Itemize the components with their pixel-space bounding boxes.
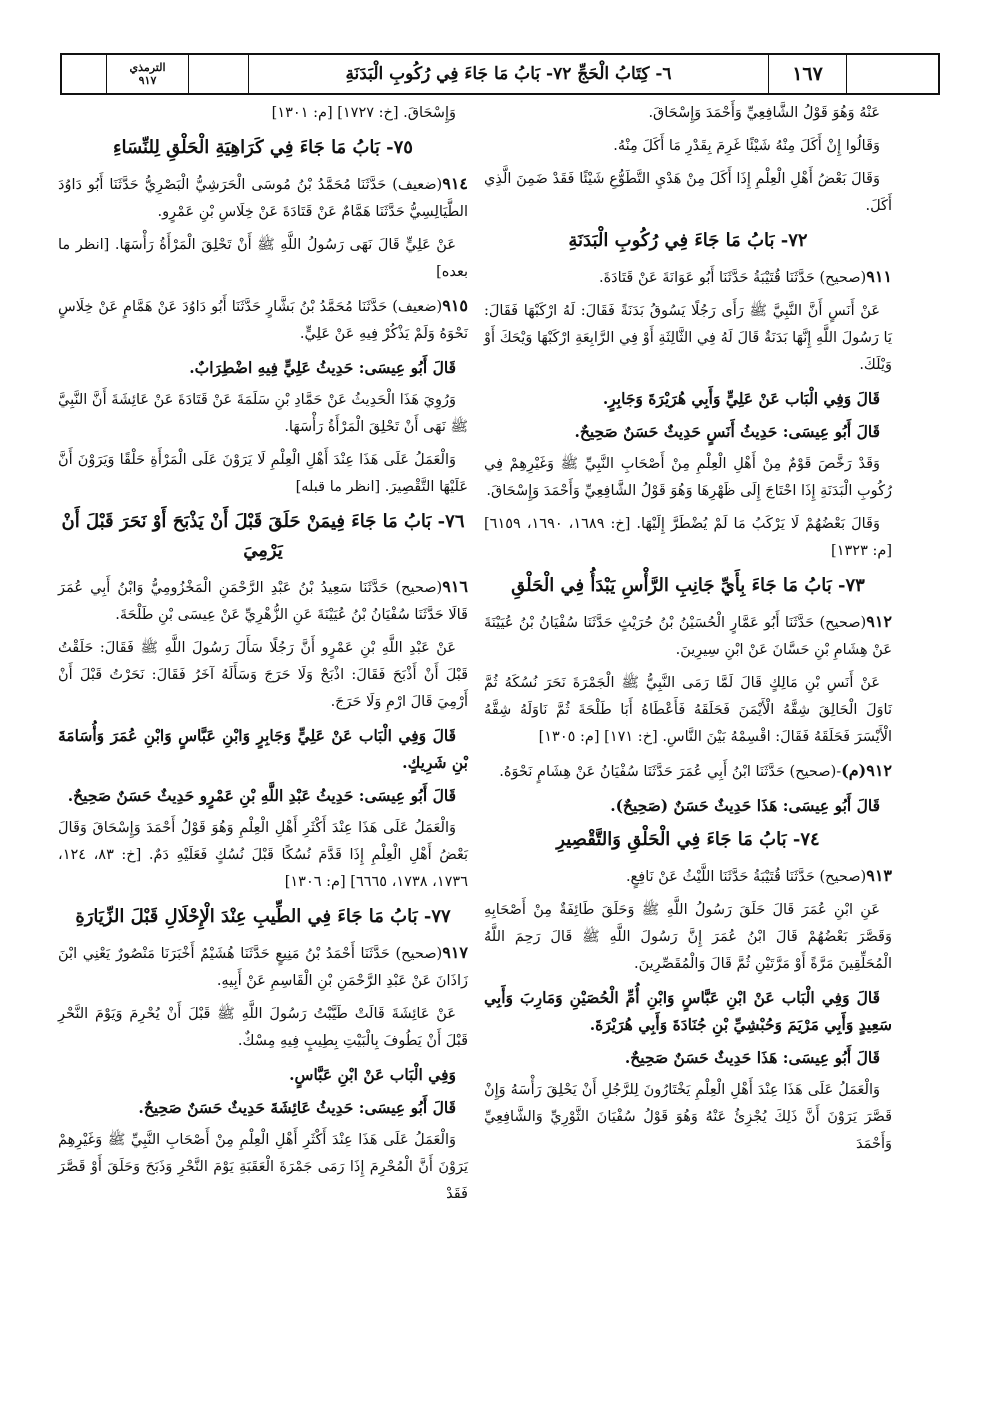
body-paragraph: وَقَالُوا إِنْ أَكَلَ مِنْهُ شَيْئًا غَرِمَ بِقَدْرِ مَا أَكَلَ مِنْهُ. xyxy=(613,138,880,154)
hadith-isnad xyxy=(484,862,892,891)
hadith-isnad xyxy=(484,608,892,664)
commentary-line: قَالَ أَبُو عِيسَى: حَدِيثُ أَنَسٍ حَدِيثٌ حَسَنٌ صَحِيحٌ. xyxy=(574,422,880,441)
commentary-line: قَالَ أَبُو عِيسَى: حَدِيثُ عَبْدِ اللَّهِ بْنِ عَمْرٍو حَدِيثٌ حَسَنٌ صَحِيحٌ. xyxy=(67,786,456,805)
page-number: ١٦٧ xyxy=(768,55,846,93)
chapter-heading: ٧٥- بَابُ مَا جَاءَ فِي كَرَاهِيَةِ الْحَلْقِ لِلنِّسَاءِ xyxy=(113,137,413,158)
hadith-chain-text: -(صحيح) حَدَّثَنَا ابْنُ أَبِي عُمَرَ حَدَّثَنَا سُفْيَانُ عَنْ هِشَامٍ نَحْوَهُ. xyxy=(499,764,842,780)
book-reference xyxy=(106,55,188,93)
hadith-number: ٩١٢ xyxy=(866,612,892,631)
body-paragraph: وَإِسْحَاقَ. [خ: ١٧٢٧] [م: ١٣٠١] xyxy=(271,105,456,121)
header-blank-cell xyxy=(62,55,106,93)
body-paragraph: وَالْعَمَلُ عَلَى هَذَا عِنْدَ أَهْلِ الْعِلْمِ يَخْتَارُونَ لِلرَّجُلِ أَنْ يَحْلِقَ رَأْسَهُ وَإِنْ قَصَّرَ يَرَوْنَ أَنَّ ذَلِكَ يُجْزِئُ عَنْهُ وَهُوَ قَوْلُ سُفْيَانَ الثَّوْرِيِّ وَالشَّافِعِيِّ وَأَحْمَدَ xyxy=(484,1082,892,1152)
chapter-heading: ٧٧- بَابُ مَا جَاءَ فِي الطِّيبِ عِنْدَ الْإِحْلَالِ قَبْلَ الزِّيَارَةِ xyxy=(75,906,451,927)
body-paragraph: وَالْعَمَلُ عَلَى هَذَا عِنْدَ أَكْثَرِ أَهْلِ الْعِلْمِ وَهُوَ قَوْلُ أَحْمَدَ وَإِسْحَاقَ وَقَالَ بَعْضُ أَهْلِ الْعِلْمِ إِذَا قَدَّمَ نُسُكًا قَبْلَ نُسُكٍ فَعَلَيْهِ دَمٌ. [خ: ٨٣، ١٢٤، ١٧٣٦، ١٧٣٨، ٦٦٦٥] [م: ١٣٠٦] xyxy=(58,820,468,890)
hadith-chain-text: (صحيح) حَدَّثَنَا سَعِيدُ بْنُ عَبْدِ الرَّحْمَنِ الْمَخْزُومِيُّ وَابْنُ أَبِي عُمَرَ قَالَا حَدَّثَنَا سُفْيَانُ بْنُ عُيَيْنَةَ عَنِ الزُّهْرِيِّ عَنْ عِيسَى بْنِ طَلْحَةَ. xyxy=(58,580,468,623)
hadith-number: ٩١٥ xyxy=(442,296,468,315)
hadith-chain-text: (صحيح) حَدَّثَنَا قُتَيْبَةُ حَدَّثَنَا اللَّيْثُ عَنْ نَافِعٍ. xyxy=(625,869,867,885)
hadith-isnad xyxy=(58,292,468,348)
commentary-line: قَالَ وَفِي الْبَاب عَنْ عَلِيٍّ وَأَبِي هُرَيْرَةَ وَجَابِرٍ. xyxy=(602,389,880,408)
page-header xyxy=(60,53,940,95)
commentary-line: قَالَ وَفِي الْبَاب عَنْ عَلِيٍّ وَجَابِرٍ وَابْنِ عَبَّاسٍ وَابْنِ عُمَرَ وَأُسَامَةَ بْنِ شَرِيكٍ. xyxy=(58,726,468,772)
header-blank-cell xyxy=(846,55,938,93)
chapter-heading: ٧٤- بَابُ مَا جَاءَ فِي الْحَلْقِ وَالتَّقْصِيرِ xyxy=(556,829,820,850)
body-paragraph: عَنِ ابْنِ عُمَرَ قَالَ حَلَقَ رَسُولُ اللَّهِ ﷺ وَحَلَقَ طَائِفَةٌ مِنْ أَصْحَابِهِ وَقَصَّرَ بَعْضُهُمْ قَالَ ابْنُ عُمَرَ إِنَّ رَسُولَ اللَّهِ ﷺ قَالَ رَحِمَ اللَّهُ الْمُحَلِّقِينَ مَرَّةً أَوْ مَرَّتَيْنِ ثُمَّ قَالَ وَالْمُقَصِّرِينَ. xyxy=(484,902,892,972)
hadith-number: ٩١٢(م) xyxy=(841,761,892,780)
chapter-heading: ٧٣- بَابُ مَا جَاءَ بِأَيِّ جَانِبِ الرَّأْسِ يَبْدَأُ فِي الْحَلْقِ xyxy=(511,575,865,596)
hadith-isnad xyxy=(484,757,892,786)
body-paragraph: وَرُوِيَ هَذَا الْحَدِيثُ عَنْ حَمَّادِ بْنِ سَلَمَةَ عَنْ قَتَادَةَ عَنْ عَائِشَةَ أَنَّ النَّبِيَّ ﷺ نَهَى أَنْ تَحْلِقَ الْمَرْأَةُ رَأْسَهَا. xyxy=(58,392,468,435)
hadith-chain-text: (ضعيف) حَدَّثَنَا مُحَمَّدُ بْنُ بَشَّارٍ حَدَّثَنَا أَبُو دَاوُدَ عَنْ هَمَّامٍ عَنْ خِلَاسٍ نَحْوَهُ وَلَمْ يَذْكُرْ فِيهِ عَنْ عَلِيٍّ. xyxy=(58,299,468,342)
hadith-number: ٩١٧ xyxy=(442,943,468,962)
chapter-heading: ٧٢- بَابُ مَا جَاءَ فِي رُكُوبِ الْبَدَنَةِ xyxy=(568,230,808,251)
body-paragraph: عَنْهُ وَهُوَ قَوْلُ الشَّافِعِيِّ وَأَحْمَدَ وَإِسْحَاقَ. xyxy=(648,105,880,121)
hadith-isnad xyxy=(484,263,892,292)
chapter-heading: ٧٦- بَابُ مَا جَاءَ فِيمَنْ حَلَقَ قَبْلَ أَنْ يَذْبَحَ أَوْ نَحَرَ قَبْلَ أَنْ يَرْمِيَ xyxy=(61,511,465,561)
running-title: ٦- كِتَابُ الْحَجِّ ٧٢- بَابُ مَا جَاءَ فِي رُكُوبِ الْبَدَنَةِ xyxy=(248,55,768,93)
hadith-isnad xyxy=(58,573,468,629)
commentary-line: قَالَ أَبُو عِيسَى: حَدِيثُ عَائِشَةَ حَدِيثٌ حَسَنٌ صَحِيحٌ. xyxy=(138,1098,456,1117)
body-paragraph: وَالْعَمَلُ عَلَى هَذَا عِنْدَ أَهْلِ الْعِلْمِ لَا يَرَوْنَ عَلَى الْمَرْأَةِ حَلْقًا وَيَرَوْنَ أَنَّ عَلَيْهَا التَّقْصِيرَ. [انظر ما قبله] xyxy=(58,452,468,495)
body-paragraph: عَنْ أَنَسِ بْنِ مَالِكٍ قَالَ لَمَّا رَمَى النَّبِيُّ ﷺ الْجَمْرَةَ نَحَرَ نُسُكَهُ ثُمَّ نَاوَلَ الْحَالِقَ شِقَّهُ الْأَيْمَنَ فَحَلَقَهُ فَأَعْطَاهُ أَبَا طَلْحَةَ ثُمَّ نَاوَلَهُ شِقَّهُ الْأَيْسَرَ فَحَلَقَهُ فَقَالَ: اقْسِمْهُ بَيْنَ النَّاسِ. [خ: ١٧١] [م: ١٣٠٥] xyxy=(484,675,892,745)
book-number: ٩١٧ xyxy=(138,74,157,87)
header-blank-cell xyxy=(188,55,248,93)
book-name: الترمذي xyxy=(129,61,166,74)
hadith-chain-text: (ضعيف) حَدَّثَنَا مُحَمَّدُ بْنُ مُوسَى الْحَرَشِيُّ الْبَصْرِيُّ حَدَّثَنَا أَبُو دَاوُدَ الطَّيَالِسِيُّ حَدَّثَنَا هَمَّامٌ عَنْ قَتَادَةَ عَنْ خِلَاسِ بْنِ عَمْرٍو. xyxy=(58,177,468,220)
hadith-chain-text: (صحيح) حَدَّثَنَا أَحْمَدُ بْنُ مَنِيعٍ حَدَّثَنَا هُشَيْمٌ أَخْبَرَنَا مَنْصُورٌ يَعْنِي ابْنَ زَاذَانَ عَنْ عَبْدِ الرَّحْمَنِ بْنِ الْقَاسِمِ عَنْ أَبِيهِ. xyxy=(58,946,468,989)
body-paragraph: وَالْعَمَلُ عَلَى هَذَا عِنْدَ أَكْثَرِ أَهْلِ الْعِلْمِ مِنْ أَصْحَابِ النَّبِيِّ ﷺ وَغَيْرِهِمْ يَرَوْنَ أَنَّ الْمُحْرِمَ إِذَا رَمَى جَمْرَةَ الْعَقَبَةِ يَوْمَ النَّحْرِ وَذَبَحَ وَحَلَقَ أَوْ قَصَّرَ فَقَدْ xyxy=(58,1132,468,1202)
hadith-chain-text: (صحيح) حَدَّثَنَا أَبُو عَمَّارٍ الْحُسَيْنُ بْنُ حُرَيْثٍ حَدَّثَنَا سُفْيَانُ بْنُ عُيَيْنَةَ عَنْ هِشَامِ بْنِ حَسَّانَ عَنْ ابْنِ سِيرِينَ. xyxy=(484,615,892,658)
body-paragraph: وَقَالَ بَعْضُهُمْ لَا يَرْكَبُ مَا لَمْ يُضْطَرَّ إِلَيْهَا. [خ: ١٦٨٩، ١٦٩٠، ٦١٥٩] [م: ١٣٢٣] xyxy=(484,516,892,559)
commentary-line: قَالَ أَبُو عِيسَى: هَذَا حَدِيثٌ حَسَنٌ (صَحِيحٌ). xyxy=(610,796,880,815)
hadith-number: ٩١٦ xyxy=(442,577,468,596)
hadith-chain-text: (صحيح) حَدَّثَنَا قُتَيْبَةُ حَدَّثَنَا أَبُو عَوَانَةَ عَنْ قَتَادَةَ. xyxy=(598,270,867,286)
body-paragraph: وَقَالَ بَعْضُ أَهْلِ الْعِلْمِ إِذَا أَكَلَ مِنْ هَدْيِ التَّطَوُّعِ شَيْئًا فَقَدْ ضَمِنَ الَّذِي أَكَلَ. xyxy=(484,171,892,214)
hadith-isnad xyxy=(58,170,468,226)
left-text-column xyxy=(58,100,468,1214)
body-paragraph: عَنْ عَبْدِ اللَّهِ بْنِ عَمْرٍو أَنَّ رَجُلًا سَأَلَ رَسُولَ اللَّهِ ﷺ فَقَالَ: حَلَقْتُ قَبْلَ أَنْ أَذْبَحَ فَقَالَ: اذْبَحْ وَلَا حَرَجَ وَسَأَلَهُ آخَرُ فَقَالَ: نَحَرْتُ قَبْلَ أَنْ أَرْمِيَ قَالَ ارْمِ وَلَا حَرَجَ. xyxy=(58,640,468,710)
hadith-isnad xyxy=(58,939,468,995)
body-paragraph: عَنْ عَائِشَةَ قَالَتْ طَيَّبْتُ رَسُولَ اللَّهِ ﷺ قَبْلَ أَنْ يُحْرِمَ وَيَوْمَ النَّحْرِ قَبْلَ أَنْ يَطُوفَ بِالْبَيْتِ بِطِيبٍ فِيهِ مِسْكٌ. xyxy=(58,1006,468,1049)
commentary-line: قَالَ أَبُو عِيسَى: حَدِيثُ عَلِيٍّ فِيهِ اضْطِرَابٌ. xyxy=(189,358,456,377)
hadith-number: ٩١٤ xyxy=(442,174,468,193)
body-paragraph: عَنْ عَلِيٍّ قَالَ نَهَى رَسُولُ اللَّهِ ﷺ أَنْ تَحْلِقَ الْمَرْأَةُ رَأْسَهَا. [انظر ما بعده] xyxy=(58,237,468,280)
commentary-line: قَالَ أَبُو عِيسَى: هَذَا حَدِيثٌ حَسَنٌ صَحِيحٌ. xyxy=(624,1048,880,1067)
body-paragraph: وَقَدْ رَخَّصَ قَوْمٌ مِنْ أَهْلِ الْعِلْمِ مِنْ أَصْحَابِ النَّبِيِّ ﷺ وَغَيْرِهِمْ فِي رُكُوبِ الْبَدَنَةِ إِذَا احْتَاجَ إِلَى ظَهْرِهَا وَهُوَ قَوْلُ الشَّافِعِيِّ وَأَحْمَدَ وَإِسْحَاقَ. xyxy=(484,456,892,499)
hadith-number: ٩١٣ xyxy=(866,866,892,885)
commentary-line: وَفِي الْبَاب عَنْ ابْنِ عَبَّاسٍ. xyxy=(289,1065,456,1084)
body-paragraph: عَنْ أَنَسٍ أَنَّ النَّبِيَّ ﷺ رَأَى رَجُلًا يَسُوقُ بَدَنَةً فَقَالَ: لَهُ ارْكَبْهَا فَقَالَ: يَا رَسُولَ اللَّهِ إِنَّهَا بَدَنَةٌ قَالَ لَهُ فِي الثَّالِثَةِ أَوْ فِي الرَّابِعَةِ ارْكَبْهَا وَيْحَكَ أَوْ وَيْلَكَ. xyxy=(484,303,892,373)
commentary-line: قَالَ وَفِي الْبَاب عَنْ ابْنِ عَبَّاسٍ وَابْنِ أُمِّ الْحُصَيْنِ وَمَارِبَ وَأَبِي سَعِيدٍ وَأَبِي مَرْيَمَ وَحُبْشِيِّ بْنِ جُنَادَةَ وَأَبِي هُرَيْرَةَ. xyxy=(484,988,892,1034)
right-text-column xyxy=(484,100,892,1164)
hadith-number: ٩١١ xyxy=(866,267,892,286)
